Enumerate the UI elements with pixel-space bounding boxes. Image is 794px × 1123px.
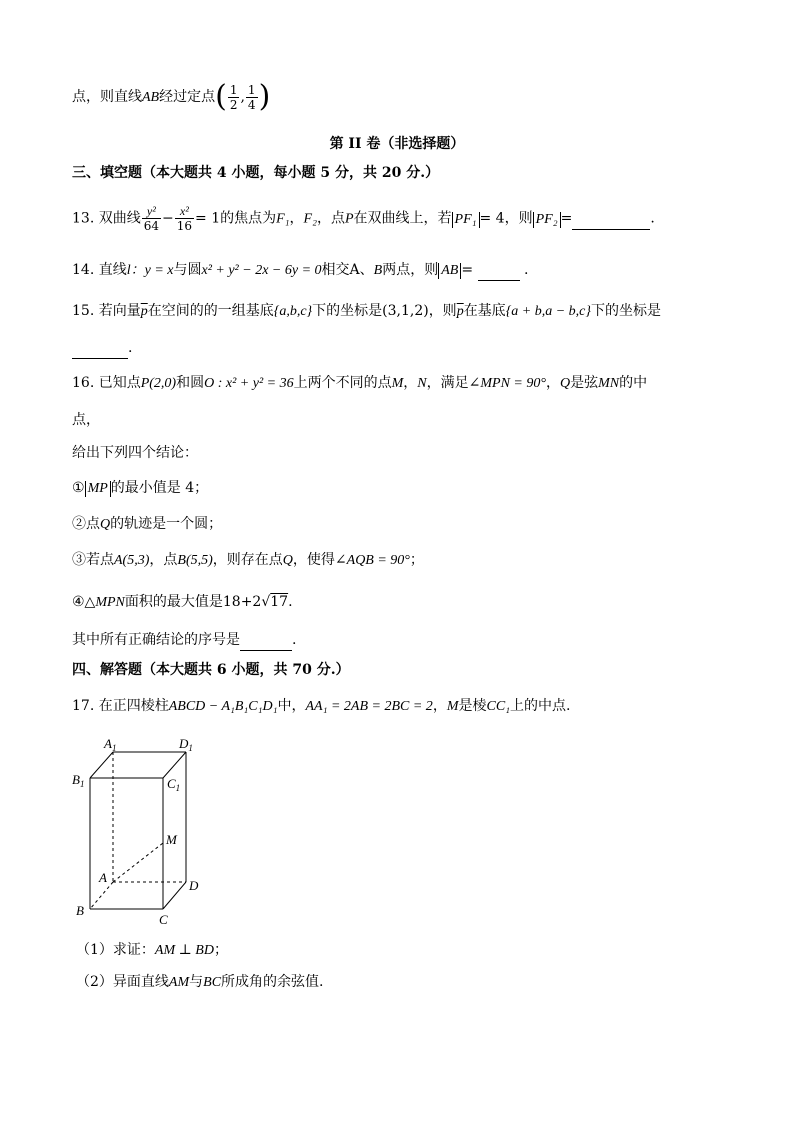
answer-blank	[72, 338, 128, 359]
part-title: 第 II 卷（非选择题）	[329, 136, 465, 152]
answer-blank	[478, 260, 520, 281]
section-4-heading: 四、解答题（本大题共 6 小题，共 70 分.）	[72, 662, 350, 678]
question-17: 17. 在正四棱柱ABCD − A₁B₁C₁D₁中，AA₁ = 2AB = 2BC = 2，M是棱CC₁上的中点.	[72, 698, 571, 714]
question-16-line2: 点，	[72, 412, 100, 428]
sqrt-sign: √	[261, 594, 271, 610]
fraction: $\frac{1}{2}$	[229, 82, 238, 112]
label-d: D	[189, 878, 199, 893]
answer-blank	[240, 630, 292, 651]
paren-right: )	[258, 79, 271, 114]
edge-ab-hidden	[90, 882, 113, 909]
prev-question-tail: 点，则直线AB经过定点( $\frac{1}{2}$ , $\frac{1}{4}$ )	[72, 79, 271, 114]
fraction: $\frac{\text{x²}}{16}$	[176, 204, 193, 233]
label-c1: $C_1$	[167, 776, 181, 793]
label-b1: $B_1$	[72, 772, 85, 789]
label-d1: $D_1$	[179, 736, 193, 753]
question-16: 16. 已知点P(2,0)和圆O : x² + y² = 36上两个不同的点M，N，满足∠MPN = 90°，Q是弦MN的中	[72, 375, 648, 391]
text: 经过定点	[159, 89, 216, 105]
conclusion-4: ④△MPN面积的最大值是18+2√17.	[72, 594, 293, 610]
question-16-answer-line: 其中所有正确结论的序号是 .	[72, 630, 296, 651]
label-c: C	[159, 912, 168, 927]
question-13: 13. 双曲线 $\frac{\text{y²}}{64}$ − $\frac{\text{x²}}{16}$ = 1的焦点为F₁，F₂，点P在双曲线上，若 PF₁ = 4，则 PF₂ = .	[72, 204, 655, 233]
edge-d1c1	[163, 752, 186, 778]
paren-left: (	[215, 79, 227, 114]
section-3-heading: 三、填空题（本大题共 4 小题，每小题 5 分，共 20 分.）	[72, 165, 440, 181]
segment-am	[113, 843, 163, 882]
text: 点，则直线	[72, 89, 142, 105]
label-a1: $A_1$	[104, 736, 117, 753]
question-15: 15. 若向量$\overline{p}$在空间的的一组基底{a,b,c}下的坐标是(3,1,2)，则$\overline{p}$在基底{a + b,a − b,c}下的坐标是	[72, 303, 661, 319]
q17-part-1: （1）求证：AM ⊥ BD；	[76, 942, 228, 958]
question-16-line3: 给出下列四个结论：	[72, 445, 198, 461]
fraction: $\frac{1}{4}$	[247, 82, 256, 112]
answer-blank	[572, 209, 650, 230]
fraction: $\frac{\text{y²}}{64}$	[143, 204, 159, 233]
edge-cd	[163, 882, 186, 909]
conclusion-1: ① MP 的最小值是 4；	[72, 480, 209, 496]
q17-part-2: （2）异面直线AM与BC所成角的余弦值.	[76, 974, 324, 990]
label-m: M	[166, 832, 177, 847]
question-15-blank: .	[72, 338, 132, 359]
label-b: B	[76, 903, 84, 918]
question-14: 14. 直线l：y = x与圆x² + y² − 2x − 6y = 0相交A、B两点，则 AB = .	[72, 260, 528, 281]
math-ab: AB	[142, 90, 160, 105]
prism-figure	[68, 732, 218, 932]
conclusion-2: ②点Q的轨迹是一个圆；	[72, 516, 223, 532]
label-a: A	[99, 870, 107, 885]
conclusion-3: ③若点A(5,3)，点B(5,5)，则存在点Q，使得∠AQB = 90°；	[72, 552, 424, 568]
edge-a1b1	[90, 752, 113, 778]
